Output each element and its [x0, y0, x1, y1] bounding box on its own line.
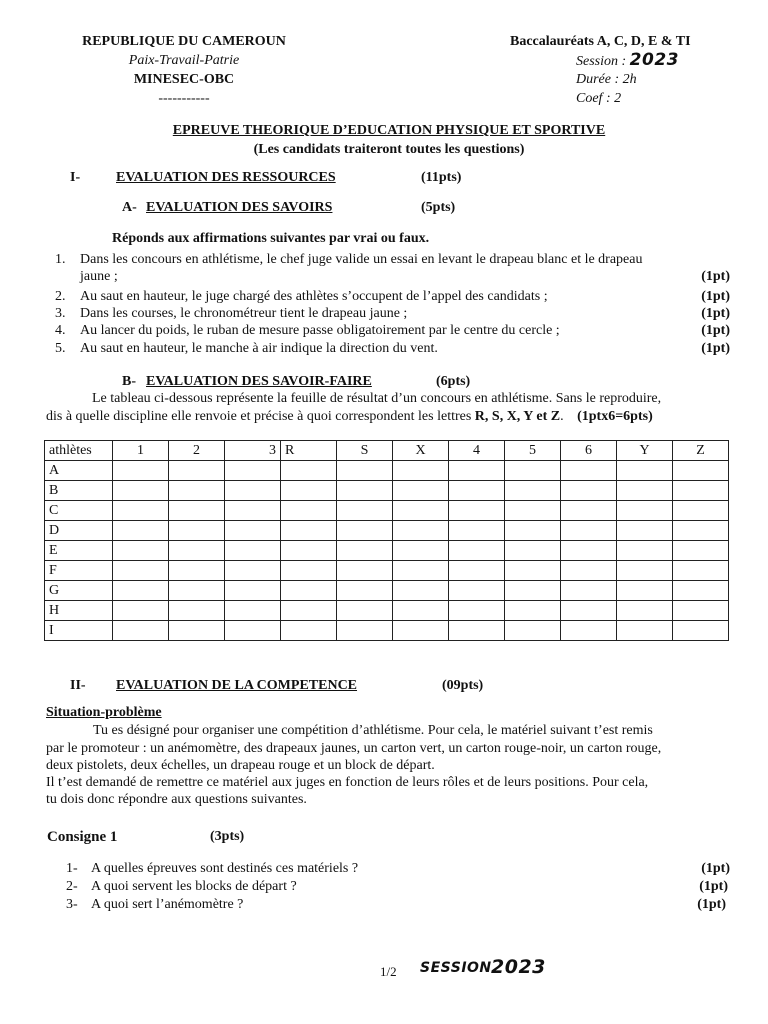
- table-cell: [393, 581, 449, 601]
- table-cell: [169, 541, 225, 561]
- situation-label: Situation-problème: [46, 705, 162, 720]
- table-cell: [673, 461, 729, 481]
- table-header: Z: [673, 441, 729, 461]
- table-cell: [393, 521, 449, 541]
- table-header: 6: [561, 441, 617, 461]
- statement-text: Dans les concours en athlétisme, le chef juge valide un essai en levant le drapeau blanc et le drapeau: [80, 252, 643, 267]
- situation-line-3: deux pistolets, deux échelles, un drapeau rouge et un block de départ.: [46, 758, 435, 773]
- table-cell: [561, 521, 617, 541]
- question-text: A quoi servent les blocks de départ ?: [91, 879, 297, 894]
- table-header: 5: [505, 441, 561, 461]
- question-points: (1pt): [697, 897, 726, 912]
- question-points: (1pt): [701, 861, 730, 876]
- statement-number: 2.: [55, 289, 66, 304]
- duration: Durée : 2h: [576, 72, 637, 87]
- table-cell: [393, 501, 449, 521]
- table-cell: [449, 581, 505, 601]
- statement-number: 1.: [55, 252, 66, 267]
- statement-3: [55, 305, 730, 322]
- table-cell: [113, 541, 169, 561]
- statement-text-continued: jaune ;: [80, 269, 118, 284]
- table-cell: [561, 541, 617, 561]
- table-row: [45, 461, 729, 481]
- question-text: A quelles épreuves sont destinés ces matériels ?: [91, 861, 359, 876]
- statement-text: Au lancer du poids, le ruban de mesure passe obligatoirement par le centre du cercle ;: [80, 323, 560, 338]
- athlete-label: C: [45, 501, 113, 521]
- table-cell: [169, 461, 225, 481]
- table-cell: [337, 561, 393, 581]
- page-number: 1/2: [380, 964, 397, 979]
- table-cell: [505, 601, 561, 621]
- table-header: 2: [169, 441, 225, 461]
- question-number: 1-: [66, 861, 78, 876]
- table-cell: [337, 461, 393, 481]
- table-row: [45, 621, 729, 641]
- table-cell: [449, 521, 505, 541]
- athlete-label: B: [45, 481, 113, 501]
- table-cell: [561, 601, 617, 621]
- sectionB-title: EVALUATION DES SAVOIR-FAIRE: [146, 374, 372, 389]
- question-3: [66, 896, 726, 913]
- table-cell: [169, 521, 225, 541]
- table-cell: [673, 521, 729, 541]
- situation-line-2: par le promoteur : un anémomètre, des drapeaux jaunes, un carton vert, un carton rouge-noir, un carton rouge,: [46, 741, 662, 756]
- session-label: Session :: [576, 54, 627, 69]
- table-cell: [169, 601, 225, 621]
- table-cell: [337, 521, 393, 541]
- sectionB-text-2a: dis à quelle discipline elle renvoie et précise à quoi correspondent les lettres: [46, 409, 475, 424]
- statement-5: [55, 340, 730, 357]
- table-cell: [449, 621, 505, 641]
- table-cell: [561, 561, 617, 581]
- table-cell: [673, 621, 729, 641]
- country-motto: Paix-Travail-Patrie: [128, 53, 240, 68]
- statement-text: Dans les courses, le chronométreur tient le drapeau jaune ;: [80, 306, 408, 321]
- table-header: 4: [449, 441, 505, 461]
- table-cell: [673, 541, 729, 561]
- table-cell: [281, 521, 337, 541]
- part2-points: (09pts): [442, 678, 484, 693]
- table-header: X: [393, 441, 449, 461]
- question-number: 3-: [66, 897, 78, 912]
- sectionB-points: (6pts): [436, 374, 471, 389]
- statement-number: 3.: [55, 306, 66, 321]
- sectionA-instruction: Réponds aux affirmations suivantes par vrai ou faux.: [112, 231, 430, 246]
- table-cell: [225, 481, 281, 501]
- sectionB-text-2c: .: [560, 409, 564, 424]
- table-cell: [393, 621, 449, 641]
- table-cell: [281, 461, 337, 481]
- sectionB-text-1: Le tableau ci-dessous représente la feuille de résultat d’un concours en athlétisme. Sans le reproduire,: [92, 391, 662, 406]
- table-cell: [561, 501, 617, 521]
- table-cell: [561, 581, 617, 601]
- coefficient: Coef : 2: [576, 91, 622, 106]
- table-cell: [617, 601, 673, 621]
- table-cell: [281, 601, 337, 621]
- table-cell: [505, 481, 561, 501]
- table-cell: [673, 561, 729, 581]
- table-cell: [393, 561, 449, 581]
- table-row: [45, 561, 729, 581]
- header-divider: -----------: [158, 91, 210, 106]
- table-header: athlètes: [45, 441, 113, 461]
- table-header: Y: [617, 441, 673, 461]
- table-cell: [617, 501, 673, 521]
- table-cell: [673, 481, 729, 501]
- table-row: [45, 581, 729, 601]
- table-cell: [113, 581, 169, 601]
- table-cell: [505, 581, 561, 601]
- question-text: A quoi sert l’anémomètre ?: [91, 897, 244, 912]
- table-cell: [225, 461, 281, 481]
- table-cell: [561, 621, 617, 641]
- statement-4: [55, 322, 730, 339]
- consigne-title: Consigne 1: [47, 829, 118, 845]
- table-cell: [393, 541, 449, 561]
- table-cell: [449, 461, 505, 481]
- table-cell: [337, 581, 393, 601]
- athlete-label: D: [45, 521, 113, 541]
- table-cell: [449, 601, 505, 621]
- table-cell: [449, 481, 505, 501]
- sectionB-label: B-: [122, 374, 136, 389]
- table-cell: [337, 481, 393, 501]
- athlete-label: F: [45, 561, 113, 581]
- table-cell: [505, 541, 561, 561]
- table-cell: [225, 541, 281, 561]
- table-cell: [113, 461, 169, 481]
- part2-title: EVALUATION DE LA COMPETENCE: [116, 678, 358, 693]
- situation-line-1: Tu es désigné pour organiser une compétition d’athlétisme. Pour cela, le matériel suivant t’est remis: [93, 723, 653, 738]
- table-cell: [225, 501, 281, 521]
- table-cell: [617, 541, 673, 561]
- country-name: REPUBLIQUE DU CAMEROUN: [82, 34, 286, 49]
- exam-subtitle: (Les candidats traiteront toutes les questions): [253, 142, 525, 157]
- statement-2: [55, 288, 730, 305]
- table-cell: [505, 561, 561, 581]
- table-cell: [169, 481, 225, 501]
- question-points: (1pt): [699, 879, 728, 894]
- table-cell: [113, 501, 169, 521]
- table-cell: [617, 561, 673, 581]
- header-right: [510, 32, 740, 108]
- table-header-row: [45, 441, 729, 461]
- statement-points: (1pt): [701, 341, 730, 356]
- table-row: [45, 541, 729, 561]
- table-cell: [673, 501, 729, 521]
- consigne-points: (3pts): [210, 829, 245, 844]
- table-cell: [225, 601, 281, 621]
- table-cell: [281, 501, 337, 521]
- table-cell: [393, 481, 449, 501]
- table-cell: [449, 541, 505, 561]
- table-cell: [225, 621, 281, 641]
- table-cell: [617, 461, 673, 481]
- table-cell: [113, 601, 169, 621]
- part1-number: I-: [70, 170, 81, 185]
- table-cell: [561, 481, 617, 501]
- table-cell: [337, 601, 393, 621]
- sectionA-title: EVALUATION DES SAVOIRS: [146, 200, 333, 215]
- sectionA-points: (5pts): [421, 200, 456, 215]
- statement-text: Au saut en hauteur, le manche à air indique la direction du vent.: [80, 341, 438, 356]
- statement-points: (1pt): [701, 323, 730, 338]
- question-number: 2-: [66, 879, 78, 894]
- part1-points: (11pts): [421, 170, 462, 185]
- header-left: [64, 32, 304, 108]
- sectionB-scoring: (1ptx6=6pts): [577, 409, 653, 424]
- table-cell: [169, 581, 225, 601]
- table-cell: [617, 621, 673, 641]
- athlete-label: E: [45, 541, 113, 561]
- statement-text: Au saut en hauteur, le juge chargé des athlètes s’occupent de l’appel des candidats ;: [80, 289, 548, 304]
- table-cell: [673, 581, 729, 601]
- athlete-label: A: [45, 461, 113, 481]
- table-header: S: [337, 441, 393, 461]
- exam-title: EPREUVE THEORIQUE D’EDUCATION PHYSIQUE ET SPORTIVE: [172, 123, 606, 138]
- exam-name: Baccalauréats A, C, D, E & TI: [510, 34, 691, 49]
- table-cell: [113, 481, 169, 501]
- table-cell: [449, 561, 505, 581]
- question-1: [66, 860, 730, 877]
- table-cell: [281, 561, 337, 581]
- table-cell: [505, 521, 561, 541]
- table-header: 3: [225, 441, 281, 461]
- table-cell: [225, 561, 281, 581]
- situation-line-4: Il t’est demandé de remettre ce matériel aux juges en fonction de leurs rôles et de leurs positions. Pour cela,: [46, 775, 649, 790]
- table-cell: [505, 501, 561, 521]
- table-cell: [393, 601, 449, 621]
- results-table: [44, 440, 729, 641]
- situation-line-5: tu dois donc répondre aux questions suivantes.: [46, 792, 307, 807]
- table-cell: [281, 481, 337, 501]
- statement-points: (1pt): [701, 289, 730, 304]
- table-cell: [673, 601, 729, 621]
- statement-points: (1pt): [701, 306, 730, 321]
- table-body: [45, 461, 729, 641]
- table-cell: [505, 621, 561, 641]
- table-cell: [393, 461, 449, 481]
- question-2: [66, 878, 728, 895]
- table-cell: [169, 501, 225, 521]
- table-cell: [169, 621, 225, 641]
- table-cell: [281, 581, 337, 601]
- sectionB-letters: R, S, X, Y et Z: [474, 409, 561, 424]
- sectionB-text-2: [46, 409, 746, 425]
- athlete-label: H: [45, 601, 113, 621]
- table-cell: [505, 461, 561, 481]
- table-header: 1: [113, 441, 169, 461]
- table-cell: [337, 541, 393, 561]
- table-cell: [561, 461, 617, 481]
- statement-number: 5.: [55, 341, 66, 356]
- table-cell: [281, 621, 337, 641]
- handwritten-session: SESSION: [420, 960, 492, 976]
- table-row: [45, 481, 729, 501]
- table-cell: [617, 481, 673, 501]
- athlete-label: I: [45, 621, 113, 641]
- session-year: 2023: [629, 50, 679, 70]
- sectionA-label: A-: [122, 200, 137, 215]
- table-cell: [337, 501, 393, 521]
- table-cell: [449, 501, 505, 521]
- table-cell: [225, 581, 281, 601]
- table-cell: [617, 581, 673, 601]
- table-row: [45, 501, 729, 521]
- statement-number: 4.: [55, 323, 66, 338]
- table-cell: [113, 561, 169, 581]
- part1-title: EVALUATION DES RESSOURCES: [116, 170, 336, 185]
- statement-points: (1pt): [701, 269, 730, 284]
- session-line: [510, 51, 740, 70]
- table-cell: [337, 621, 393, 641]
- part2-number: II-: [70, 678, 86, 693]
- table-cell: [169, 561, 225, 581]
- handwritten-year: 2023: [491, 956, 546, 978]
- table-cell: [225, 521, 281, 541]
- table-cell: [113, 521, 169, 541]
- athlete-label: G: [45, 581, 113, 601]
- table-header: R: [281, 441, 337, 461]
- ministry: MINESEC-OBC: [133, 72, 235, 87]
- table-row: [45, 521, 729, 541]
- table-cell: [113, 621, 169, 641]
- table-cell: [617, 521, 673, 541]
- statement-1: [55, 251, 730, 285]
- table-cell: [281, 541, 337, 561]
- table-row: [45, 601, 729, 621]
